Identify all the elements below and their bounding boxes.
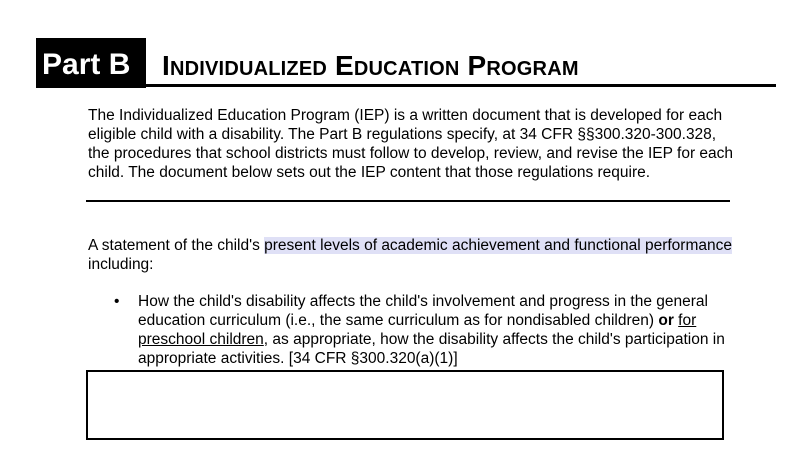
document-title: Individualized Education Program — [162, 50, 579, 81]
statement-tail: including: — [88, 256, 154, 273]
intro-divider — [86, 200, 730, 202]
statement-paragraph — [88, 236, 738, 274]
highlighted-phrase: present levels of academic achievement and functional performance — [264, 237, 732, 254]
bullet-text-part2: , as appropriate, how the disability affects the child's participation in appropriate activities. [34 CFR §300.320(a)(1)] — [138, 331, 725, 367]
underlined-phrase: for preschool children — [138, 312, 697, 348]
header-divider — [146, 84, 776, 87]
bullet-marker: • — [114, 293, 120, 310]
intro-paragraph: The Individualized Education Program (IEP) is a written document that is developed for each eligible child with a disability. The Part B regulations specify, at 34 CFR §§300.320-300.328, the procedures that school districts must follow to develop, review, and revise the IEP for each child. The document below sets out the IEP content that those regulations require. — [88, 107, 734, 181]
part-label: Part B — [42, 48, 131, 81]
bold-or: or — [658, 312, 674, 329]
bullet-item — [138, 292, 738, 368]
bullet-text-part1: How the child's disability affects the child's involvement and progress in the general education curriculum (i.e., the same curriculum as for nondisabled children) — [138, 293, 708, 329]
statement-lead: A statement of the child's — [88, 237, 265, 254]
response-text-box[interactable] — [86, 370, 724, 440]
